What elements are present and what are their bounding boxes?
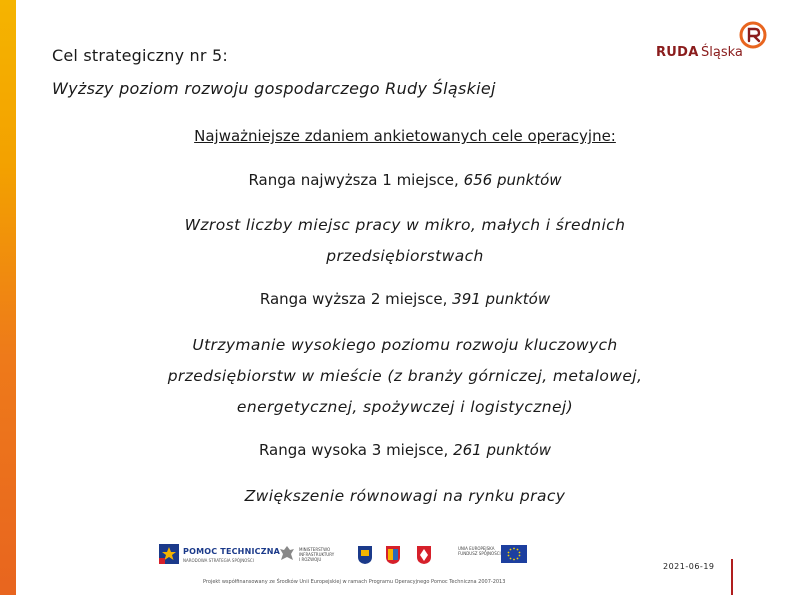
strategic-goal-title: Wyższy poziom rozwoju gospodarczego Rudy Śląskiej [52,79,496,98]
rank-2-points: 391 punktów [452,290,551,308]
goal-1 [16,210,794,272]
funding-note: Projekt współfinansowany ze Środków Unii Europejskiej w ramach Programu Operacyjnego Pomoc Techniczna 2007-2013 [203,579,506,585]
rank-1 [16,171,794,189]
pomoc-techniczna-star-icon [159,544,179,564]
pomoc-techniczna-sub: NARODOWA STRATEGIA SPÓJNOŚCI [183,558,254,563]
pomoc-techniczna-label: POMOC TECHNICZNA [183,547,281,556]
rank-1-points: 656 punktów [463,171,562,189]
slide-date: 2021-06-19 [663,562,715,571]
crest-3-icon [417,546,431,564]
goal-3-line-1: Zwiększenie równowagi na rynku pracy [244,487,566,505]
rank-2-prefix: Ranga wyższa 2 miejsce, [259,290,453,308]
date-divider-bar [731,559,733,595]
rank-2 [16,290,794,308]
eu-flag-icon [501,545,527,563]
ministry-eagle-icon [279,545,295,563]
goal-2 [16,330,794,423]
survey-subtitle: Najważniejsze zdaniem ankietowanych cele operacyjne: [194,127,616,145]
ruda-slaska-logo [654,20,774,64]
goal-2-line-2: przedsiębiorstw w mieście (z branży górniczej, metalowej, [167,367,643,385]
rank-3-prefix: Ranga wysoka 3 miejsce, [258,441,454,459]
orange-sidebar-stripe [0,0,16,595]
goal-2-line-3: energetycznej, spożywczej i logistycznej) [236,398,574,416]
goal-1-line-1: Wzrost liczby miejsc pracy w mikro, małych i średnich [184,216,626,234]
crest-1-icon [358,546,372,564]
eu-fund-label: UNIA EUROPEJSKA FUNDUSZ SPÓJNOŚCI [458,546,501,556]
goal-2-line-1: Utrzymanie wysokiego poziomu rozwoju kluczowych [192,336,618,354]
footer-logos [155,540,535,580]
goal-3 [16,481,794,512]
crest-2-icon [386,546,400,564]
rank-3 [16,441,794,459]
logo-ruda-text: RUDA [656,45,699,60]
goal-1-line-2: przedsiębiorstwach [326,247,484,265]
strategic-goal-number: Cel strategiczny nr 5: [52,46,228,65]
logo-slaska-text: Śląska [701,45,743,60]
rank-3-points: 261 punktów [453,441,552,459]
rank-1-prefix: Ranga najwyższa 1 miejsce, [248,171,464,189]
ministry-label: MINISTERSTWO INFRASTRUKTURY I ROZWOJU [299,547,335,562]
